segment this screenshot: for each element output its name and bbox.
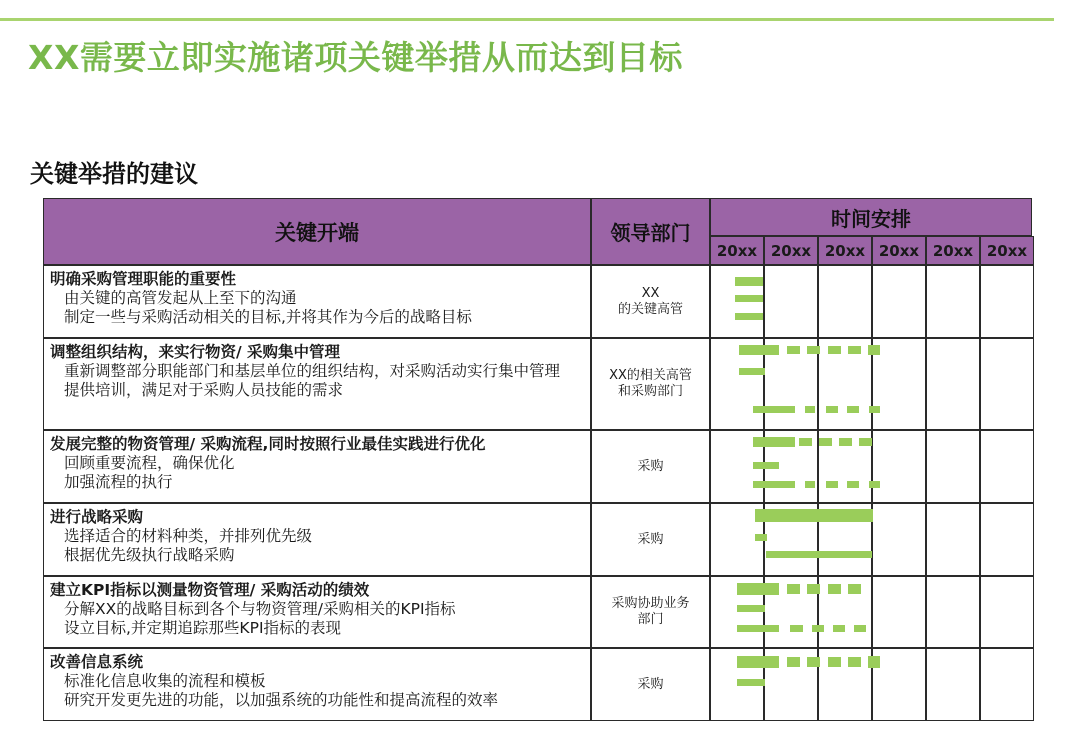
lead-department-text: 采购 bbox=[637, 531, 664, 547]
lead-department-text: 采购 bbox=[637, 458, 664, 474]
initiative-detail: 回顾重要流程，确保优化 bbox=[64, 454, 235, 472]
timeline-cell bbox=[710, 503, 764, 576]
page-title: XX需要立即实施诸项关键举措从而达到目标 bbox=[28, 38, 683, 77]
lead-department-text: 的关键高管 bbox=[617, 301, 683, 317]
initiative-title: 发展完整的物资管理/ 采购流程,同时按照行业最佳实践进行优化 bbox=[50, 435, 486, 453]
timeline-cell bbox=[764, 338, 818, 430]
initiative-detail: 提供培训，满足对于采购人员技能的需求 bbox=[64, 381, 344, 399]
timeline-cell bbox=[818, 430, 872, 503]
timeline-cell bbox=[764, 576, 818, 648]
lead-department-text: XX的相关高管 bbox=[609, 368, 692, 383]
timeline-cell bbox=[926, 576, 980, 648]
timeline-cell bbox=[980, 265, 1034, 338]
timeline-cell bbox=[872, 503, 926, 576]
timeline-cell bbox=[926, 503, 980, 576]
initiative-title: 进行战略采购 bbox=[50, 508, 144, 526]
timeline-cell bbox=[764, 648, 818, 721]
timeline-cell bbox=[980, 503, 1034, 576]
lead-department-text: 采购 bbox=[637, 676, 664, 692]
timeline-cell bbox=[818, 265, 872, 338]
lead-department-text: 采购协助业务 bbox=[611, 596, 690, 611]
year-header-2: 20xx bbox=[764, 236, 818, 265]
initiative-detail: 根据优先级执行战略采购 bbox=[64, 546, 235, 564]
lead-department-cell bbox=[591, 430, 710, 503]
initiative-title: 改善信息系统 bbox=[50, 653, 144, 671]
timeline-cell bbox=[926, 648, 980, 721]
year-header-1: 20xx bbox=[710, 236, 764, 265]
initiative-cell bbox=[43, 648, 591, 721]
header-lead-department: 领导部门 bbox=[591, 198, 710, 265]
year-header-5: 20xx bbox=[926, 236, 980, 265]
lead-department-cell bbox=[591, 503, 710, 576]
timeline-cell bbox=[710, 576, 764, 648]
initiative-detail: 加强流程的执行 bbox=[64, 473, 173, 491]
initiative-cell bbox=[43, 265, 591, 338]
initiative-cell bbox=[43, 503, 591, 576]
timeline-cell bbox=[980, 648, 1034, 721]
initiative-cell bbox=[43, 338, 591, 430]
timeline-cell bbox=[710, 648, 764, 721]
initiative-detail: 重新调整部分职能部门和基层单位的组织结构，对采购活动实行集中管理 bbox=[64, 362, 561, 380]
initiative-cell bbox=[43, 576, 591, 648]
lead-department-text: 和采购部门 bbox=[617, 384, 683, 399]
lead-department-cell bbox=[591, 265, 710, 338]
timeline-cell bbox=[710, 430, 764, 503]
timeline-cell bbox=[926, 430, 980, 503]
year-header-6: 20xx bbox=[980, 236, 1034, 265]
lead-department-text: 部门 bbox=[637, 612, 664, 627]
timeline-cell bbox=[980, 338, 1034, 430]
initiative-detail: 标准化信息收集的流程和模板 bbox=[64, 672, 266, 690]
initiative-title: 建立KPI指标以测量物资管理/ 采购活动的绩效 bbox=[50, 581, 370, 599]
initiative-title: 明确采购管理职能的重要性 bbox=[50, 270, 237, 288]
timeline-cell bbox=[818, 338, 872, 430]
initiative-detail: 制定一些与采购活动相关的目标,并将其作为今后的战略目标 bbox=[64, 308, 472, 326]
initiative-title: 调整组织结构，来实行物资/ 采购集中管理 bbox=[50, 343, 341, 361]
top-accent-line bbox=[0, 18, 1054, 21]
timeline-cell bbox=[872, 265, 926, 338]
timeline-cell bbox=[926, 338, 980, 430]
timeline-cell bbox=[818, 503, 872, 576]
timeline-cell bbox=[764, 430, 818, 503]
timeline-cell bbox=[764, 265, 818, 338]
timeline-cell bbox=[710, 338, 764, 430]
initiatives-table bbox=[43, 198, 1032, 721]
lead-department-cell bbox=[591, 338, 710, 430]
timeline-cell bbox=[710, 265, 764, 338]
timeline-cell bbox=[872, 576, 926, 648]
timeline-cell bbox=[980, 576, 1034, 648]
timeline-cell bbox=[818, 576, 872, 648]
initiative-detail: 分解XX的战略目标到各个与物资管理/采购相关的KPI指标 bbox=[64, 600, 456, 618]
timeline-cell bbox=[818, 648, 872, 721]
timeline-cell bbox=[872, 430, 926, 503]
timeline-cell bbox=[980, 430, 1034, 503]
year-header-4: 20xx bbox=[872, 236, 926, 265]
lead-department-cell bbox=[591, 648, 710, 721]
section-subtitle: 关键举措的建议 bbox=[30, 160, 198, 188]
timeline-cell bbox=[872, 648, 926, 721]
initiative-detail: 由关键的高管发起从上至下的沟通 bbox=[64, 289, 297, 307]
initiative-detail: 设立目标,并定期追踪那些KPI指标的表现 bbox=[64, 619, 342, 637]
initiative-cell bbox=[43, 430, 591, 503]
initiative-detail: 研究开发更先进的功能，以加强系统的功能性和提高流程的效率 bbox=[64, 691, 499, 709]
year-header-3: 20xx bbox=[818, 236, 872, 265]
header-timeline: 时间安排 bbox=[710, 198, 1032, 236]
lead-department-cell bbox=[591, 576, 710, 648]
timeline-cell bbox=[926, 265, 980, 338]
initiative-detail: 选择适合的材料种类，并排列优先级 bbox=[64, 527, 313, 545]
timeline-cell bbox=[872, 338, 926, 430]
lead-department-text: XX bbox=[641, 285, 660, 301]
timeline-cell bbox=[764, 503, 818, 576]
header-initiative: 关键开端 bbox=[43, 198, 591, 265]
